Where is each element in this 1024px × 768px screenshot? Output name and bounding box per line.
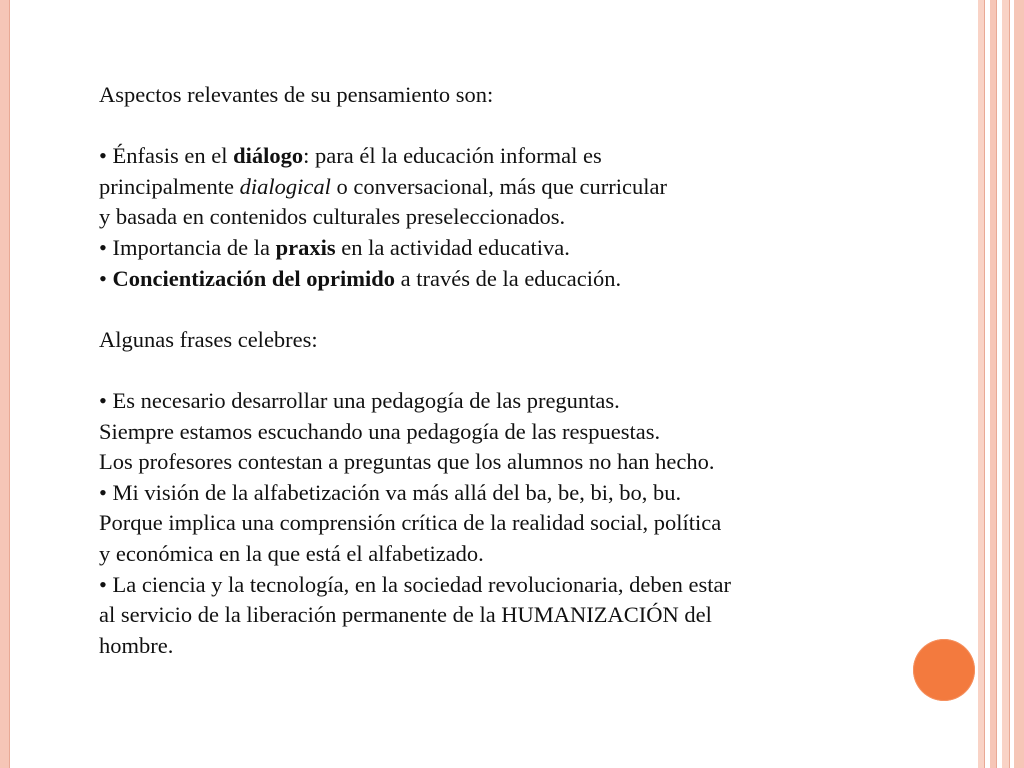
right-frame-stripe xyxy=(1002,0,1009,768)
right-frame-stripe xyxy=(996,0,997,768)
text: • Énfasis en el xyxy=(99,143,234,169)
spacer xyxy=(99,294,929,325)
right-frame-stripe xyxy=(1009,0,1010,768)
text: o conversacional, más que curricular xyxy=(330,173,667,199)
right-frame-stripe xyxy=(1014,0,1024,768)
slide-body xyxy=(99,80,929,661)
text: en la actividad educativa. xyxy=(335,234,570,260)
text: principalmente xyxy=(99,173,240,199)
text: a través de la educación. xyxy=(395,265,622,291)
quote-line: al servicio de la liberación permanente de la HUMANIZACIÓN del xyxy=(99,602,712,628)
quote-line: • Mi visión de la alfabetización va más allá del ba, be, bi, bo, bu. xyxy=(99,479,682,505)
bullet-dialogue-continued: y basada en contenidos culturales preseleccionados. xyxy=(99,204,566,230)
bullet-dialogue xyxy=(99,141,929,172)
text: : para él la educación informal es xyxy=(303,143,602,169)
bold-term: praxis xyxy=(275,234,336,260)
spacer xyxy=(99,111,929,142)
quote-line: • Es necesario desarrollar una pedagogía de las preguntas. xyxy=(99,387,620,413)
italic-term: dialogical xyxy=(239,173,331,199)
bold-term: diálogo xyxy=(233,143,304,169)
spacer xyxy=(99,355,929,386)
bullet-praxis xyxy=(99,233,929,264)
quote-line: • La ciencia y la tecnología, en la sociedad revolucionaria, deben estar xyxy=(99,571,731,597)
text: • xyxy=(99,265,113,291)
quote-line: Siempre estamos escuchando una pedagogía de las respuestas. xyxy=(99,418,661,444)
section-heading: Aspectos relevantes de su pensamiento son: xyxy=(99,82,494,107)
right-frame-stripe xyxy=(984,0,985,768)
bullet-concientizacion xyxy=(99,264,929,295)
text: • Importancia de la xyxy=(99,234,276,260)
quote-line: Los profesores contestan a preguntas que los alumnos no han hecho. xyxy=(99,449,715,475)
quote-line: hombre. xyxy=(99,632,174,658)
section-heading: Algunas frases celebres: xyxy=(99,326,318,352)
bold-term: Concientización del oprimido xyxy=(112,265,396,291)
quote-line: Porque implica una comprensión crítica de la realidad social, política xyxy=(99,510,722,536)
left-frame-border xyxy=(0,0,10,768)
bullet-dialogue-continued xyxy=(99,172,929,203)
quote-line: y económica en la que está el alfabetizado. xyxy=(99,540,484,566)
